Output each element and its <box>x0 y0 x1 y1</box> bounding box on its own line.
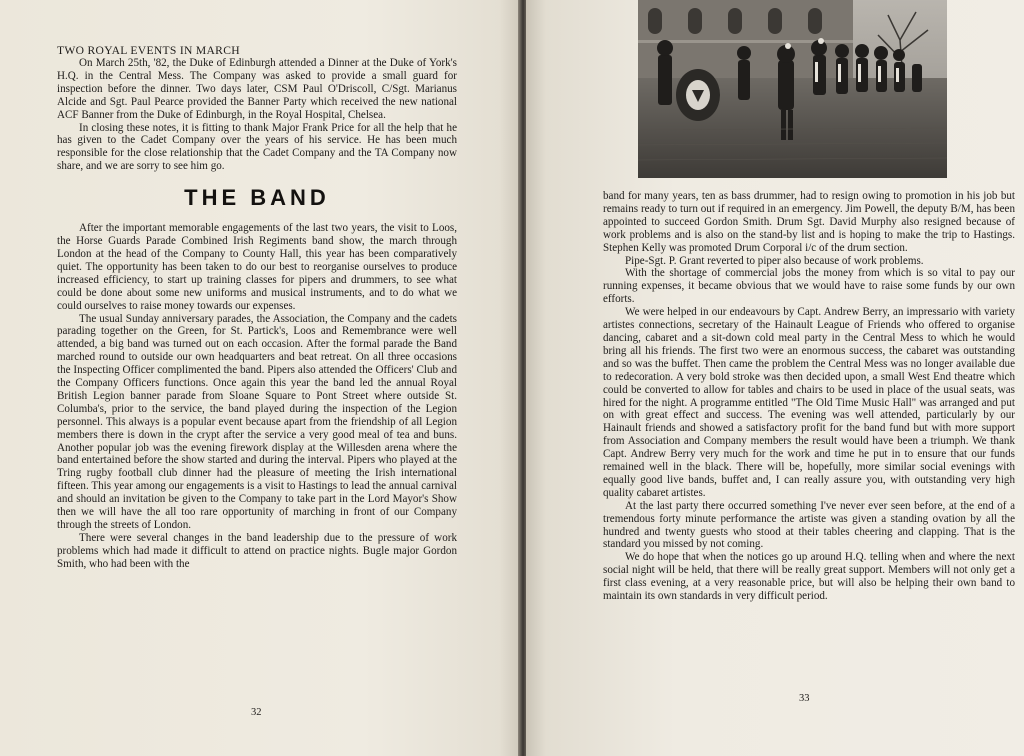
right-paragraph: We do hope that when the notices go up around H.Q. telling when and where the next social night will be held, that there will be really great support. Members will not only get a first class evening, at a very reasonable price, but will also be helping their own band to maintain its own standards in very difficult period. <box>603 551 1015 603</box>
photo-image <box>638 0 947 178</box>
right-paragraph: At the last party there occurred something I've never ever seen before, at the end of a tremendous forty minute performance the artiste was given a standing ovation by all the hundred and twenty guests who stood at their tables cheering and clapping. That is the standard you missed by not coming. <box>603 499 1015 551</box>
left-column <box>57 44 457 571</box>
right-paragraph: band for many years, ten as bass drummer, had to resign owing to promotion in his job but remains ready to turn out if required in an emergency. Jim Powell, the deputy B/M, has been appointed to succeed Gordon Smith. Drum Sgt. David Murphy also resigned because of work problems and is also on the stand-by list and is hoping to make the trip to Hastings. Stephen Kelly was promoted Drum Corporal i/c of the drum section. <box>603 190 1015 254</box>
right-paragraph: Pipe-Sgt. P. Grant reverted to piper also because of work problems. <box>625 254 924 267</box>
page-number-left: 32 <box>251 707 262 718</box>
right-paragraph: With the shortage of commercial jobs the money from which is so vital to pay our running expenses, it became obvious that we would have to raise some funds by our own efforts. <box>603 267 1015 306</box>
page-number-right: 33 <box>799 693 810 704</box>
band-paragraph: After the important memorable engagements of the last two years, the visit to Loos, the Horse Guards Parade Combined Irish Regiments band show, the march through London at the head of the Company to County Hall, this year has been comparatively quiet. The opportunity has been taken to do our best to reorganise ourselves to produce increased efficiency, to start up training classes for pipers and drummers, to see what could be done about some new uniforms and musical instruments, and to do what we could ourselves to raise money towards our expenses. <box>57 222 457 312</box>
band-paragraph: There were several changes in the band leadership due to the pressure of work problems which had made it difficult to attend on practice nights. Bugle major Gordon Smith, who had been with the <box>57 531 457 570</box>
marching-band-photo <box>638 0 947 178</box>
section-heading: TWO ROYAL EVENTS IN MARCH <box>57 44 240 57</box>
band-title: THE BAND <box>184 185 330 211</box>
band-paragraph: The usual Sunday anniversary parades, the Association, the Company and the cadets parading together on the Green, for St. Partick's, Loos and Remembrance were well attended, a big band was turned out on each occasion. After the formal parade the Band marched round to outside our own headquarters and beat retreat. On all three occasions the Inspecting Officer complimented the band. Pipers also attended the Officers' Club and the Company Officers functions. Once again this year the band led the annual Royal British Legion banner parade from Sloane Square to Pont Street where outside St. Columba's, prior to the service, the band played during the inspection of the Legion personnel. This always is a popular event because apart from the friendship of all Legion members there is down in the crypt after the service a very good meal of tea and buns. Another popular job was the evening firework display at the Willesden arena where the band entertained before the show started and during the interval. Pipers who played at the Tring rugby football club dinner had the pleasure of meeting the Irish international fifteen. This year among our engagements is a visit to Hastings to lead the annual carnival and should an invitation be given to the Company to take part in the Lord Mayor's Show then we will have the all too rare opportunity of marching in front of our Company through the streets of London. <box>57 312 457 531</box>
intro-paragraph: On March 25th, '82, the Duke of Edinburgh attended a Dinner at the Duke of York's H.Q. in the Central Mess. The Company was asked to provide a small guard for inspection before the dinner. Two days later, CSM Paul O'Driscoll, C/Sgt. Marianus Alcide and Sgt. Paul Pearce provided the Banner Party which received the new national ACF Banner from the Duke of Edinburgh, in the Royal Hospital, Chelsea. <box>57 57 457 121</box>
right-paragraph: We were helped in our endeavours by Capt. Andrew Berry, an impressario with variety artistes connections, secretary of the Hainault League of Friends who offered to organise dancing, cabaret and a sit-down cold meal party in the Central Mess to which he would bring all his friends. The first two were an enormous success, the cabaret was outstanding and so was the buffet. Then came the problem the Central Mess was no longer available due to redecoration. A very bold stroke was then decided upon, a small West End theatre which could be converted to allow for tables and chairs to be used in place of the usual seats, was hired for the night. A programme entitled "The Old Time Music Hall" was arranged and put on with great effect and success. The evening was well attended, particularly by our Hainault friends and showed a satisfactory profit for the band fund but with more support from Association and Company members the result would have been a triumph. We thank Capt. Andrew Berry very much for the work and time he put in to ensure that our funds remained well in the black. There will be, hopefully, more similar social evenings with equally good live bands, buffet and, I can really assure you, with outstanding very high quality cabaret artistes. <box>603 306 1015 499</box>
intro-paragraph: In closing these notes, it is fitting to thank Major Frank Price for all the help that he has given to the Cadet Company over the years of his service. He has been much responsible for the close relationship that the Cadet Company and the TA Company now share, and we are sorry to see him go. <box>57 121 457 173</box>
right-column <box>603 190 1015 603</box>
